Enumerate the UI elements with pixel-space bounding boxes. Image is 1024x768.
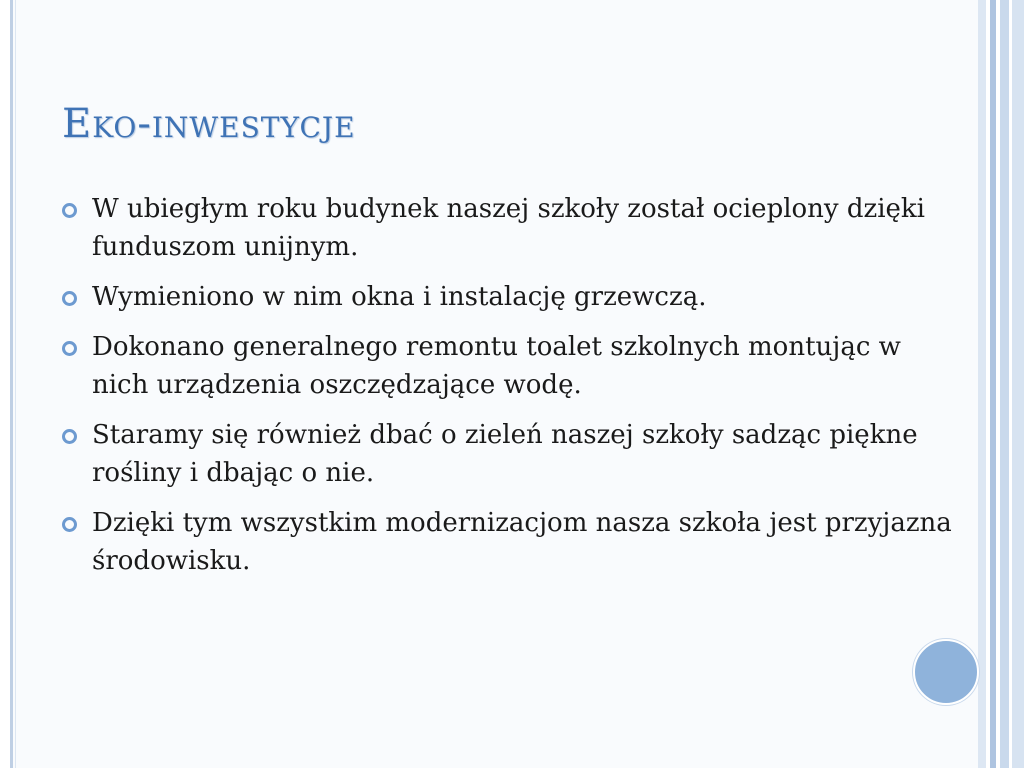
bullet-text: Dokonano generalnego remontu toalet szkolnych montując w nich urządzenia oszczędzające wodę. [92, 332, 901, 400]
right-border-stripe [1000, 0, 1009, 768]
ring-bullet-icon [62, 341, 77, 356]
bullet-text: W ubiegłym roku budynek naszej szkoły został ocieplony dzięki funduszom unijnym. [92, 194, 925, 262]
slide-title: Eko-inwestycje [62, 101, 356, 147]
bullet-text: Wymieniono w nim okna i instalację grzewczą. [92, 282, 707, 312]
right-border-stripe [978, 0, 986, 768]
ring-bullet-icon [62, 291, 77, 306]
bullet-text: Dzięki tym wszystkim modernizacjom nasza szkoła jest przyjazna środowisku. [92, 508, 952, 576]
right-border-stripe [1012, 0, 1024, 768]
bullet-item [62, 278, 962, 316]
left-border-line [10, 0, 13, 768]
bullet-text: Staramy się również dbać o zieleń naszej szkoły sadząc piękne rośliny i dbając o nie. [92, 420, 918, 488]
bullet-item [62, 416, 962, 492]
ring-bullet-icon [62, 517, 77, 532]
bullet-list [62, 190, 962, 592]
bullet-item [62, 504, 962, 580]
bullet-item [62, 328, 962, 404]
left-border-line-thin [15, 0, 16, 768]
left-border [0, 0, 10, 768]
ring-bullet-icon [62, 203, 77, 218]
bullet-item [62, 190, 962, 266]
ring-bullet-icon [62, 429, 77, 444]
decorative-circle [913, 639, 979, 705]
